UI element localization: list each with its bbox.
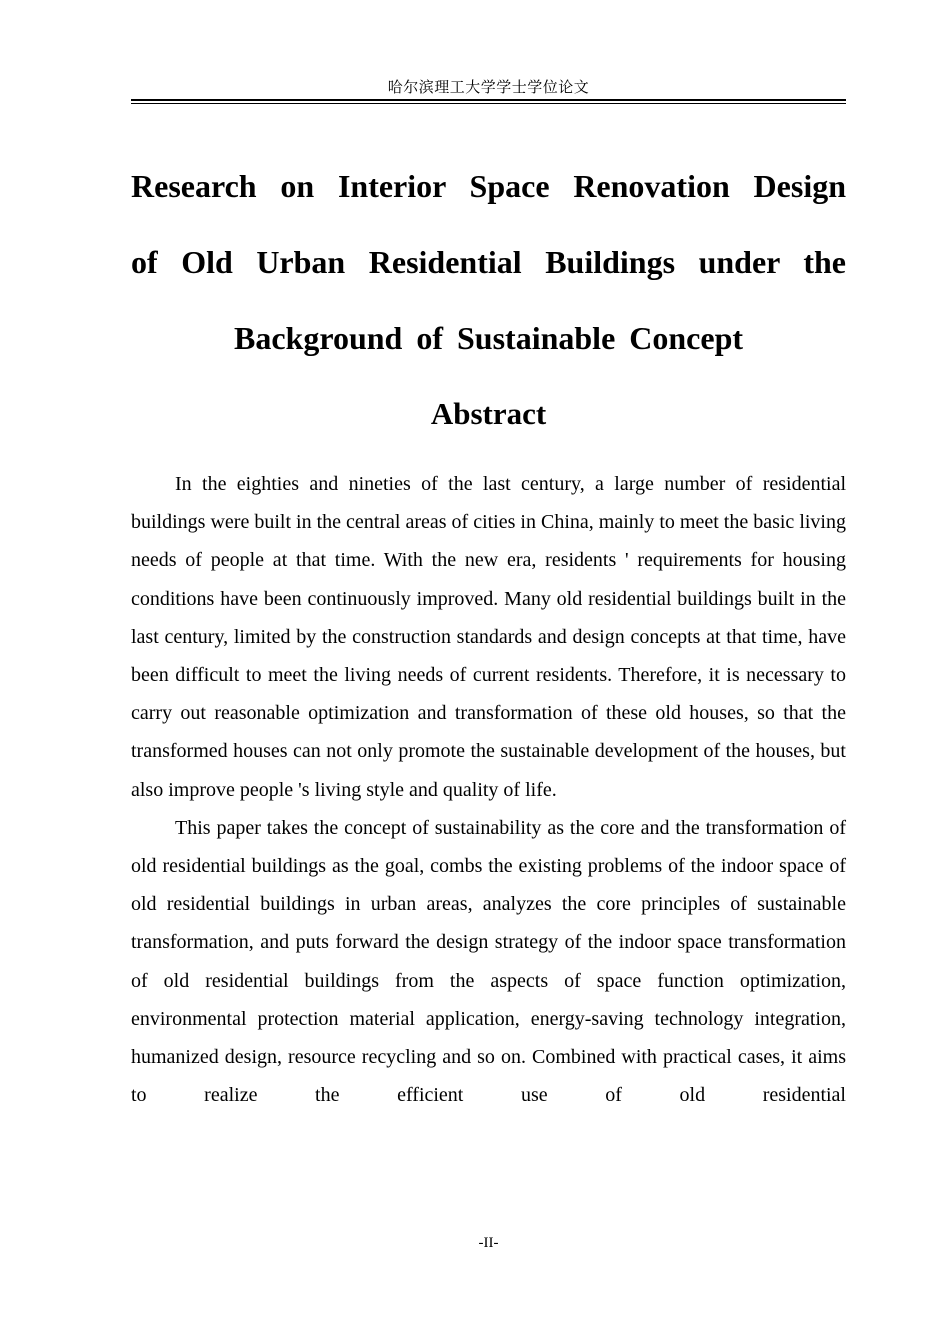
abstract-heading: Abstract — [430, 396, 547, 431]
page-number: -II- — [478, 1235, 499, 1251]
title-line-2: of Old Urban Residential Buildings under the — [131, 244, 846, 280]
abstract-paragraph-2: This paper takes the concept of sustainability as the core and the transformation of old residential buildings as the goal, combs the existing problems of the indoor space of old residential buildings in urban areas, analyzes the core principles of sustainable transformation, and puts forward the design strategy of the indoor space transformation of old residential buildings from the aspects of space function optimization, environmental protection material application, energy-saving technology integration, humanized design, resource recycling and so on. Combined with practical cases, it aims to realize the efficient use of old residential — [131, 816, 846, 1107]
thesis-title — [131, 148, 846, 376]
title-line-1: Research on Interior Space Renovation Design — [131, 168, 846, 204]
title-line-3: Background of Sustainable Concept — [233, 320, 744, 356]
abstract-paragraph-1: In the eighties and nineties of the last century, a large number of residential buildings were built in the central areas of cities in China, mainly to meet the basic living needs of people at that time. With the new era, residents ' requirements for housing conditions have been continuously improved. Many old residential buildings built in the last century, limited by the construction standards and design concepts at that time, have been difficult to meet the living needs of current residents. Therefore, it is necessary to carry out reasonable optimization and transformation of these old houses, so that the transformed houses can not only promote the sustainable development of the houses, but also improve people 's living style and quality of life. — [131, 473, 846, 801]
header-rule — [131, 99, 846, 101]
running-header: 哈尔滨理工大学学士学位论文 — [387, 78, 590, 96]
header-rule-thin — [131, 103, 846, 104]
abstract-body — [131, 465, 846, 1114]
